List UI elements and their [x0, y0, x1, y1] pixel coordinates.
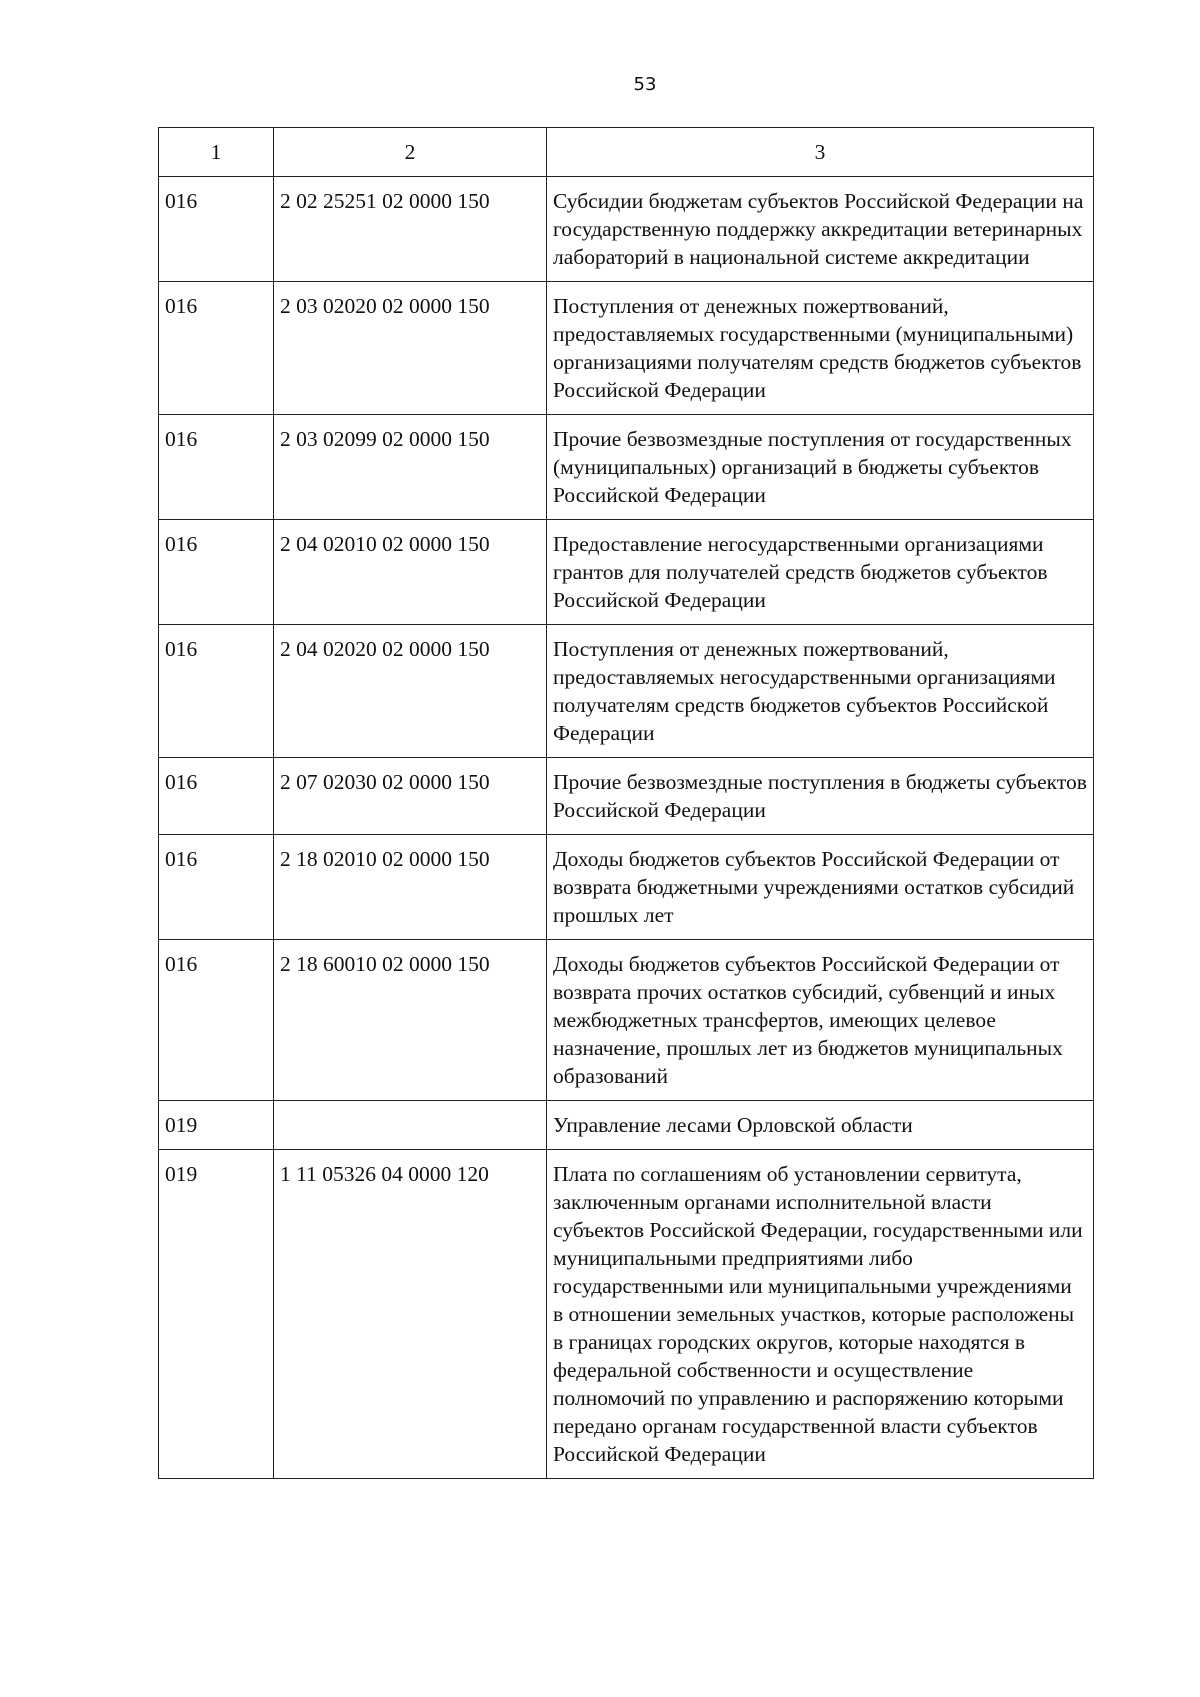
admin-code-cell: 019	[159, 1101, 274, 1150]
admin-code-cell: 016	[159, 625, 274, 758]
bk-code-cell: 2 07 02030 02 0000 150	[274, 758, 547, 835]
table-row	[159, 282, 1094, 415]
table-row	[159, 835, 1094, 940]
description-cell: Управление лесами Орловской области	[547, 1101, 1094, 1150]
bk-code-cell: 2 04 02020 02 0000 150	[274, 625, 547, 758]
page-number: 53	[633, 74, 657, 95]
table-header-row	[159, 128, 1094, 177]
bk-code-cell	[274, 1101, 547, 1150]
table-row	[159, 625, 1094, 758]
bk-code-cell: 2 03 02020 02 0000 150	[274, 282, 547, 415]
admin-code-cell: 019	[159, 1150, 274, 1479]
description-cell: Доходы бюджетов субъектов Российской Федерации от возврата прочих остатков субсидий, субвенций и иных межбюджетных трансфертов, имеющих целевое назначение, прошлых лет из бюджетов муниципальных образований	[547, 940, 1094, 1101]
table-row	[159, 1101, 1094, 1150]
table-row	[159, 177, 1094, 282]
admin-code-cell: 016	[159, 520, 274, 625]
description-cell: Субсидии бюджетам субъектов Российской Федерации на государственную поддержку аккредитации ветеринарных лабораторий в национальной системе аккредитации	[547, 177, 1094, 282]
column-header-admin-code: 1	[159, 128, 274, 177]
description-cell: Прочие безвозмездные поступления в бюджеты субъектов Российской Федерации	[547, 758, 1094, 835]
admin-code-cell: 016	[159, 177, 274, 282]
table-row	[159, 1150, 1094, 1479]
admin-code-cell: 016	[159, 940, 274, 1101]
admin-code-cell: 016	[159, 282, 274, 415]
bk-code-cell: 1 11 05326 04 0000 120	[274, 1150, 547, 1479]
bk-code-cell: 2 03 02099 02 0000 150	[274, 415, 547, 520]
description-cell: Поступления от денежных пожертвований, предоставляемых государственными (муниципальными) организациями получателям средств бюджетов субъектов Российской Федерации	[547, 282, 1094, 415]
table-row	[159, 758, 1094, 835]
column-header-description: 3	[547, 128, 1094, 177]
budget-classification-table	[158, 127, 1094, 1479]
description-cell: Плата по соглашениям об установлении сервитута, заключенным органами исполнительной власти субъектов Российской Федерации, государственными или муниципальными предприятиями либо государственными или муниципальными учреждениями в отношении земельных участков, которые расположены в границах городских округов, которые находятся в федеральной собственности и осуществление полномочий по управлению и распоряжению которыми передано органам государственной власти субъектов Российской Федерации	[547, 1150, 1094, 1479]
admin-code-cell: 016	[159, 835, 274, 940]
bk-code-cell: 2 04 02010 02 0000 150	[274, 520, 547, 625]
bk-code-cell: 2 02 25251 02 0000 150	[274, 177, 547, 282]
table-row	[159, 415, 1094, 520]
column-header-bk-code: 2	[274, 128, 547, 177]
description-cell: Прочие безвозмездные поступления от государственных (муниципальных) организаций в бюджеты субъектов Российской Федерации	[547, 415, 1094, 520]
admin-code-cell: 016	[159, 758, 274, 835]
description-cell: Предоставление негосударственными организациями грантов для получателей средств бюджетов субъектов Российской Федерации	[547, 520, 1094, 625]
description-cell: Доходы бюджетов субъектов Российской Федерации от возврата бюджетными учреждениями остатков субсидий прошлых лет	[547, 835, 1094, 940]
table-row	[159, 520, 1094, 625]
bk-code-cell: 2 18 60010 02 0000 150	[274, 940, 547, 1101]
admin-code-cell: 016	[159, 415, 274, 520]
bk-code-cell: 2 18 02010 02 0000 150	[274, 835, 547, 940]
description-cell: Поступления от денежных пожертвований, предоставляемых негосударственными организациями получателям средств бюджетов субъектов Российской Федерации	[547, 625, 1094, 758]
table-row	[159, 940, 1094, 1101]
